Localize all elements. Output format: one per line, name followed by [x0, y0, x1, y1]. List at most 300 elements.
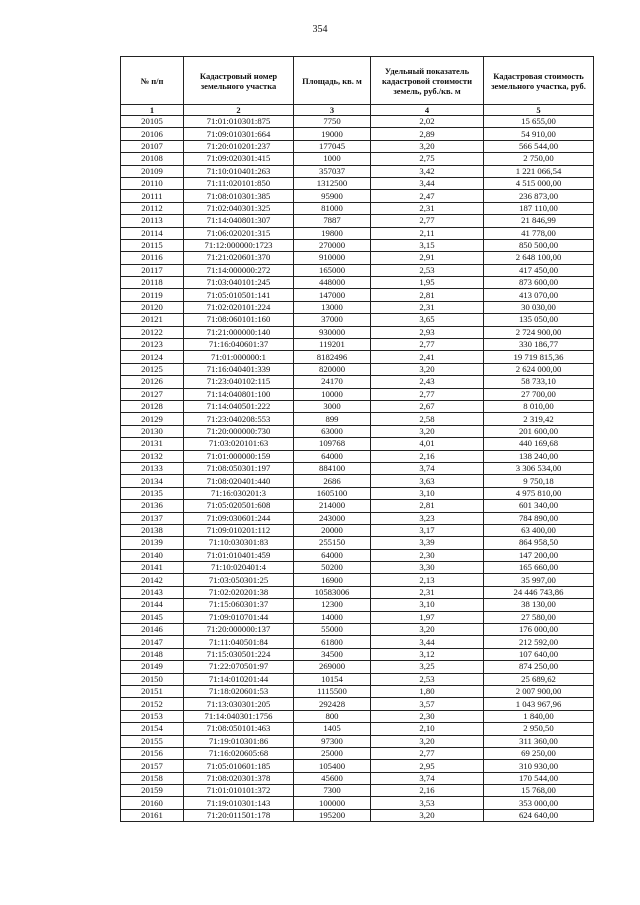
row-number-cell: 20126: [121, 376, 184, 388]
cadastral-value-cell: 417 450,00: [484, 264, 594, 276]
table-row: [121, 574, 594, 586]
specific-value-cell: 2,81: [371, 500, 484, 512]
table-row: [121, 202, 594, 214]
row-number-cell: 20127: [121, 388, 184, 400]
table-row: [121, 710, 594, 722]
specific-value-cell: 2,31: [371, 586, 484, 598]
specific-value-cell: 3,20: [371, 735, 484, 747]
area-cell: 97300: [294, 735, 371, 747]
cadastral-value-cell: 201 600,00: [484, 425, 594, 437]
row-number-cell: 20148: [121, 648, 184, 660]
area-cell: 1405: [294, 723, 371, 735]
cadastral-value-cell: 4 975 810,00: [484, 487, 594, 499]
cadastral-value-cell: 107 640,00: [484, 648, 594, 660]
table-row: [121, 239, 594, 251]
row-number-cell: 20108: [121, 153, 184, 165]
row-number-cell: 20121: [121, 314, 184, 326]
row-number-cell: 20124: [121, 351, 184, 363]
cadastral-value-cell: 873 600,00: [484, 277, 594, 289]
area-cell: 14000: [294, 611, 371, 623]
table-row: [121, 363, 594, 375]
row-number-cell: 20130: [121, 425, 184, 437]
row-number-cell: 20140: [121, 549, 184, 561]
specific-value-cell: 2,41: [371, 351, 484, 363]
area-cell: 8182496: [294, 351, 371, 363]
specific-value-cell: 2,43: [371, 376, 484, 388]
table-row: [121, 760, 594, 772]
table-row: [121, 326, 594, 338]
cadastral-value-cell: 1 221 066,54: [484, 165, 594, 177]
table-row: [121, 747, 594, 759]
table-row: [121, 450, 594, 462]
table-row: [121, 388, 594, 400]
table-row: [121, 549, 594, 561]
specific-value-cell: 3,20: [371, 624, 484, 636]
cadastral-number-cell: 71:12:000000:1723: [184, 239, 294, 251]
cadastral-value-cell: 30 030,00: [484, 301, 594, 313]
table-row: [121, 153, 594, 165]
row-number-cell: 20122: [121, 326, 184, 338]
table-row: [121, 252, 594, 264]
specific-value-cell: 2,13: [371, 574, 484, 586]
table-row: [121, 475, 594, 487]
area-cell: 255150: [294, 537, 371, 549]
specific-value-cell: 2,31: [371, 301, 484, 313]
header-row-number: № п/п: [121, 57, 184, 105]
cadastral-number-cell: 71:14:010201:44: [184, 673, 294, 685]
cadastral-number-cell: 71:03:020101:63: [184, 438, 294, 450]
cadastral-number-cell: 71:08:020301:378: [184, 772, 294, 784]
area-cell: 270000: [294, 239, 371, 251]
row-number-cell: 20112: [121, 202, 184, 214]
table-row: [121, 277, 594, 289]
table-row: [121, 438, 594, 450]
cadastral-value-cell: 2 648 100,00: [484, 252, 594, 264]
area-cell: 50200: [294, 562, 371, 574]
area-cell: 119201: [294, 339, 371, 351]
row-number-cell: 20117: [121, 264, 184, 276]
cadastral-value-cell: 25 689,62: [484, 673, 594, 685]
row-number-cell: 20161: [121, 809, 184, 821]
specific-value-cell: 4,01: [371, 438, 484, 450]
table-row: [121, 500, 594, 512]
cadastral-value-cell: 2 624 000,00: [484, 363, 594, 375]
row-number-cell: 20131: [121, 438, 184, 450]
column-number: 4: [371, 105, 484, 116]
specific-value-cell: 2,91: [371, 252, 484, 264]
row-number-cell: 20156: [121, 747, 184, 759]
specific-value-cell: 1,97: [371, 611, 484, 623]
area-cell: 3000: [294, 400, 371, 412]
cadastral-value-cell: 21 846,99: [484, 215, 594, 227]
area-cell: 1115500: [294, 685, 371, 697]
cadastral-number-cell: 71:02:020201:38: [184, 586, 294, 598]
area-cell: 20000: [294, 524, 371, 536]
area-cell: 45600: [294, 772, 371, 784]
specific-value-cell: 3,20: [371, 809, 484, 821]
cadastral-number-cell: 71:13:030301:205: [184, 698, 294, 710]
cadastral-value-cell: 864 958,50: [484, 537, 594, 549]
header-row: [121, 57, 594, 105]
area-cell: 910000: [294, 252, 371, 264]
cadastral-value-cell: 38 130,00: [484, 599, 594, 611]
table-row: [121, 636, 594, 648]
table-row: [121, 215, 594, 227]
header-cadastral-value: Кадастровая стоимость земельного участка, руб.: [484, 57, 594, 105]
cadastral-value-cell: 54 910,00: [484, 128, 594, 140]
row-number-cell: 20151: [121, 685, 184, 697]
cadastral-number-cell: 71:10:020401:4: [184, 562, 294, 574]
cadastral-value-cell: 58 733,10: [484, 376, 594, 388]
cadastral-value-cell: 8 010,00: [484, 400, 594, 412]
cadastral-number-cell: 71:08:050301:197: [184, 462, 294, 474]
cadastral-value-cell: 413 070,00: [484, 289, 594, 301]
table-row: [121, 376, 594, 388]
area-cell: 19800: [294, 227, 371, 239]
area-cell: 64000: [294, 549, 371, 561]
area-cell: 25000: [294, 747, 371, 759]
table-row: [121, 562, 594, 574]
specific-value-cell: 3,17: [371, 524, 484, 536]
cadastral-number-cell: 71:18:020601:53: [184, 685, 294, 697]
specific-value-cell: 3,44: [371, 177, 484, 189]
cadastral-value-cell: 15 768,00: [484, 785, 594, 797]
row-number-cell: 20125: [121, 363, 184, 375]
row-number-cell: 20132: [121, 450, 184, 462]
table-row: [121, 624, 594, 636]
cadastral-number-cell: 71:01:010301:875: [184, 116, 294, 128]
cadastral-number-cell: 71:03:040101:245: [184, 277, 294, 289]
table-row: [121, 586, 594, 598]
row-number-cell: 20149: [121, 661, 184, 673]
cadastral-value-cell: 212 592,00: [484, 636, 594, 648]
cadastral-number-cell: 71:11:020101:850: [184, 177, 294, 189]
specific-value-cell: 2,95: [371, 760, 484, 772]
row-number-cell: 20158: [121, 772, 184, 784]
area-cell: 884100: [294, 462, 371, 474]
row-number-cell: 20123: [121, 339, 184, 351]
specific-value-cell: 3,20: [371, 363, 484, 375]
table-row: [121, 400, 594, 412]
area-cell: 1605100: [294, 487, 371, 499]
area-cell: 63000: [294, 425, 371, 437]
cadastral-number-cell: 71:20:000000:137: [184, 624, 294, 636]
specific-value-cell: 3,30: [371, 562, 484, 574]
cadastral-value-cell: 176 000,00: [484, 624, 594, 636]
cadastral-value-cell: 138 240,00: [484, 450, 594, 462]
row-number-cell: 20152: [121, 698, 184, 710]
cadastral-value-cell: 135 050,00: [484, 314, 594, 326]
cadastral-number-cell: 71:14:040801:100: [184, 388, 294, 400]
row-number-cell: 20120: [121, 301, 184, 313]
specific-value-cell: 2,53: [371, 673, 484, 685]
table-row: [121, 673, 594, 685]
specific-value-cell: 3,15: [371, 239, 484, 251]
specific-value-cell: 3,53: [371, 797, 484, 809]
cadastral-value-cell: 1 840,00: [484, 710, 594, 722]
cadastral-number-cell: 71:08:010301:385: [184, 190, 294, 202]
column-number: 1: [121, 105, 184, 116]
area-cell: 195200: [294, 809, 371, 821]
area-cell: 100000: [294, 797, 371, 809]
cadastral-number-cell: 71:16:030201:3: [184, 487, 294, 499]
table-row: [121, 648, 594, 660]
cadastral-number-cell: 71:23:040102:115: [184, 376, 294, 388]
table-row: [121, 177, 594, 189]
cadastral-number-cell: 71:02:020101:224: [184, 301, 294, 313]
row-number-cell: 20109: [121, 165, 184, 177]
specific-value-cell: 2,77: [371, 388, 484, 400]
table-row: [121, 301, 594, 313]
row-number-cell: 20129: [121, 413, 184, 425]
cadastral-value-cell: 330 186,77: [484, 339, 594, 351]
specific-value-cell: 2,16: [371, 785, 484, 797]
row-number-cell: 20119: [121, 289, 184, 301]
cadastral-number-cell: 71:03:050301:25: [184, 574, 294, 586]
row-number-cell: 20107: [121, 140, 184, 152]
cadastral-value-cell: 236 873,00: [484, 190, 594, 202]
cadastral-number-cell: 71:14:040801:307: [184, 215, 294, 227]
specific-value-cell: 3,65: [371, 314, 484, 326]
area-cell: 37000: [294, 314, 371, 326]
specific-value-cell: 2,77: [371, 215, 484, 227]
row-number-cell: 20160: [121, 797, 184, 809]
cadastral-value-cell: 24 446 743,86: [484, 586, 594, 598]
area-cell: 34500: [294, 648, 371, 660]
cadastral-value-cell: 165 660,00: [484, 562, 594, 574]
cadastral-number-cell: 71:22:070501:97: [184, 661, 294, 673]
specific-value-cell: 2,30: [371, 710, 484, 722]
cadastral-value-cell: 2 950,50: [484, 723, 594, 735]
cadastral-value-cell: 4 515 000,00: [484, 177, 594, 189]
table-row: [121, 487, 594, 499]
cadastral-value-cell: 566 544,00: [484, 140, 594, 152]
cadastral-value-cell: 601 340,00: [484, 500, 594, 512]
row-number-cell: 20134: [121, 475, 184, 487]
table-row: [121, 462, 594, 474]
cadastral-number-cell: 71:08:050101:463: [184, 723, 294, 735]
area-cell: 357037: [294, 165, 371, 177]
row-number-cell: 20153: [121, 710, 184, 722]
specific-value-cell: 3,25: [371, 661, 484, 673]
area-cell: 177045: [294, 140, 371, 152]
cadastral-number-cell: 71:01:010401:459: [184, 549, 294, 561]
cadastral-value-cell: 310 930,00: [484, 760, 594, 772]
cadastral-value-cell: 874 250,00: [484, 661, 594, 673]
table-row: [121, 735, 594, 747]
cadastral-value-cell: 15 655,00: [484, 116, 594, 128]
cadastral-number-cell: 71:08:060101:160: [184, 314, 294, 326]
specific-value-cell: 2,93: [371, 326, 484, 338]
area-cell: 81000: [294, 202, 371, 214]
cadastral-number-cell: 71:10:030301:83: [184, 537, 294, 549]
cadastral-value-cell: 1 043 967,96: [484, 698, 594, 710]
cadastral-value-cell: 311 360,00: [484, 735, 594, 747]
cadastral-value-cell: 147 200,00: [484, 549, 594, 561]
table-row: [121, 140, 594, 152]
area-cell: 12300: [294, 599, 371, 611]
cadastral-value-cell: 69 250,00: [484, 747, 594, 759]
specific-value-cell: 3,10: [371, 599, 484, 611]
area-cell: 95900: [294, 190, 371, 202]
header-specific-value: Удельный показатель кадастровой стоимости земель, руб./кв. м: [371, 57, 484, 105]
cadastral-value-cell: 2 319,42: [484, 413, 594, 425]
area-cell: 243000: [294, 512, 371, 524]
area-cell: 16900: [294, 574, 371, 586]
table-row: [121, 512, 594, 524]
table-row: [121, 314, 594, 326]
table-row: [121, 425, 594, 437]
cadastral-value-cell: 3 306 534,00: [484, 462, 594, 474]
specific-value-cell: 2,47: [371, 190, 484, 202]
row-number-cell: 20144: [121, 599, 184, 611]
area-cell: 10154: [294, 673, 371, 685]
cadastral-number-cell: 71:08:020401:440: [184, 475, 294, 487]
cadastral-number-cell: 71:19:010301:143: [184, 797, 294, 809]
area-cell: 820000: [294, 363, 371, 375]
specific-value-cell: 3,74: [371, 772, 484, 784]
cadastral-value-cell: 41 778,00: [484, 227, 594, 239]
column-number: 3: [294, 105, 371, 116]
table-row: [121, 599, 594, 611]
cadastral-number-cell: 71:05:020501:608: [184, 500, 294, 512]
cadastral-value-cell: 35 997,00: [484, 574, 594, 586]
area-cell: 24170: [294, 376, 371, 388]
specific-value-cell: 3,39: [371, 537, 484, 549]
cadastral-number-cell: 71:10:010401:263: [184, 165, 294, 177]
cadastral-value-cell: 63 400,00: [484, 524, 594, 536]
specific-value-cell: 2,81: [371, 289, 484, 301]
area-cell: 165000: [294, 264, 371, 276]
table-row: [121, 723, 594, 735]
area-cell: 64000: [294, 450, 371, 462]
table-row: [121, 351, 594, 363]
area-cell: 899: [294, 413, 371, 425]
table-row: [121, 661, 594, 673]
area-cell: 109768: [294, 438, 371, 450]
cadastral-value-cell: 440 169,68: [484, 438, 594, 450]
cadastral-value-cell: 784 890,00: [484, 512, 594, 524]
cadastral-number-cell: 71:20:010201:237: [184, 140, 294, 152]
specific-value-cell: 3,20: [371, 140, 484, 152]
cadastral-number-cell: 71:23:040208:553: [184, 413, 294, 425]
cadastral-number-cell: 71:06:020201:315: [184, 227, 294, 239]
specific-value-cell: 3,44: [371, 636, 484, 648]
row-number-cell: 20128: [121, 400, 184, 412]
cadastral-number-cell: 71:09:010701:44: [184, 611, 294, 623]
cadastral-number-cell: 71:15:030501:224: [184, 648, 294, 660]
table-row: [121, 809, 594, 821]
cadastral-number-cell: 71:15:060301:37: [184, 599, 294, 611]
cadastral-value-cell: 2 724 900,00: [484, 326, 594, 338]
cadastral-number-cell: 71:01:000000:159: [184, 450, 294, 462]
row-number-cell: 20146: [121, 624, 184, 636]
row-number-cell: 20118: [121, 277, 184, 289]
table-row: [121, 698, 594, 710]
row-number-cell: 20111: [121, 190, 184, 202]
cadastral-number-cell: 71:16:040601:37: [184, 339, 294, 351]
cadastral-number-cell: 71:09:020301:415: [184, 153, 294, 165]
area-cell: 7750: [294, 116, 371, 128]
cadastral-number-cell: 71:14:040501:222: [184, 400, 294, 412]
cadastral-number-cell: 71:21:020601:370: [184, 252, 294, 264]
row-number-cell: 20139: [121, 537, 184, 549]
area-cell: 930000: [294, 326, 371, 338]
table-row: [121, 611, 594, 623]
cadastral-value-cell: 353 000,00: [484, 797, 594, 809]
specific-value-cell: 3,23: [371, 512, 484, 524]
area-cell: 147000: [294, 289, 371, 301]
table-row: [121, 264, 594, 276]
page-number: 354: [312, 24, 328, 35]
row-number-cell: 20159: [121, 785, 184, 797]
cadastral-value-cell: 27 700,00: [484, 388, 594, 400]
cadastral-value-table: [120, 56, 594, 822]
specific-value-cell: 2,31: [371, 202, 484, 214]
table-row: [121, 524, 594, 536]
cadastral-value-cell: 187 110,00: [484, 202, 594, 214]
specific-value-cell: 3,20: [371, 425, 484, 437]
cadastral-value-cell: 27 580,00: [484, 611, 594, 623]
specific-value-cell: 2,67: [371, 400, 484, 412]
area-cell: 7887: [294, 215, 371, 227]
row-number-cell: 20114: [121, 227, 184, 239]
cadastral-number-cell: 71:16:040401:339: [184, 363, 294, 375]
specific-value-cell: 3,74: [371, 462, 484, 474]
row-number-cell: 20155: [121, 735, 184, 747]
area-cell: 55000: [294, 624, 371, 636]
specific-value-cell: 2,58: [371, 413, 484, 425]
specific-value-cell: 2,89: [371, 128, 484, 140]
cadastral-number-cell: 71:05:010501:141: [184, 289, 294, 301]
row-number-cell: 20116: [121, 252, 184, 264]
row-number-cell: 20138: [121, 524, 184, 536]
cadastral-number-cell: 71:20:000000:730: [184, 425, 294, 437]
specific-value-cell: 3,63: [371, 475, 484, 487]
row-number-cell: 20157: [121, 760, 184, 772]
area-cell: 19000: [294, 128, 371, 140]
row-number-cell: 20105: [121, 116, 184, 128]
cadastral-number-cell: 71:21:000000:140: [184, 326, 294, 338]
specific-value-cell: 2,11: [371, 227, 484, 239]
cadastral-number-cell: 71:11:040501:84: [184, 636, 294, 648]
area-cell: 1312500: [294, 177, 371, 189]
specific-value-cell: 2,75: [371, 153, 484, 165]
column-number: 2: [184, 105, 294, 116]
cadastral-number-cell: 71:19:010301:86: [184, 735, 294, 747]
cadastral-number-cell: 71:01:010101:372: [184, 785, 294, 797]
row-number-cell: 20135: [121, 487, 184, 499]
specific-value-cell: 2,16: [371, 450, 484, 462]
area-cell: 269000: [294, 661, 371, 673]
specific-value-cell: 1,80: [371, 685, 484, 697]
cadastral-number-cell: 71:05:010601:185: [184, 760, 294, 772]
table-row: [121, 785, 594, 797]
cadastral-value-cell: 624 640,00: [484, 809, 594, 821]
table-row: [121, 165, 594, 177]
area-cell: 214000: [294, 500, 371, 512]
area-cell: 105400: [294, 760, 371, 772]
specific-value-cell: 3,10: [371, 487, 484, 499]
row-number-cell: 20147: [121, 636, 184, 648]
cadastral-value-cell: 2 007 900,00: [484, 685, 594, 697]
header-cadastral-number: Кадастровый номер земельного участка: [184, 57, 294, 105]
table-row: [121, 227, 594, 239]
row-number-cell: 20137: [121, 512, 184, 524]
area-cell: 448000: [294, 277, 371, 289]
specific-value-cell: 2,30: [371, 549, 484, 561]
table-row: [121, 339, 594, 351]
